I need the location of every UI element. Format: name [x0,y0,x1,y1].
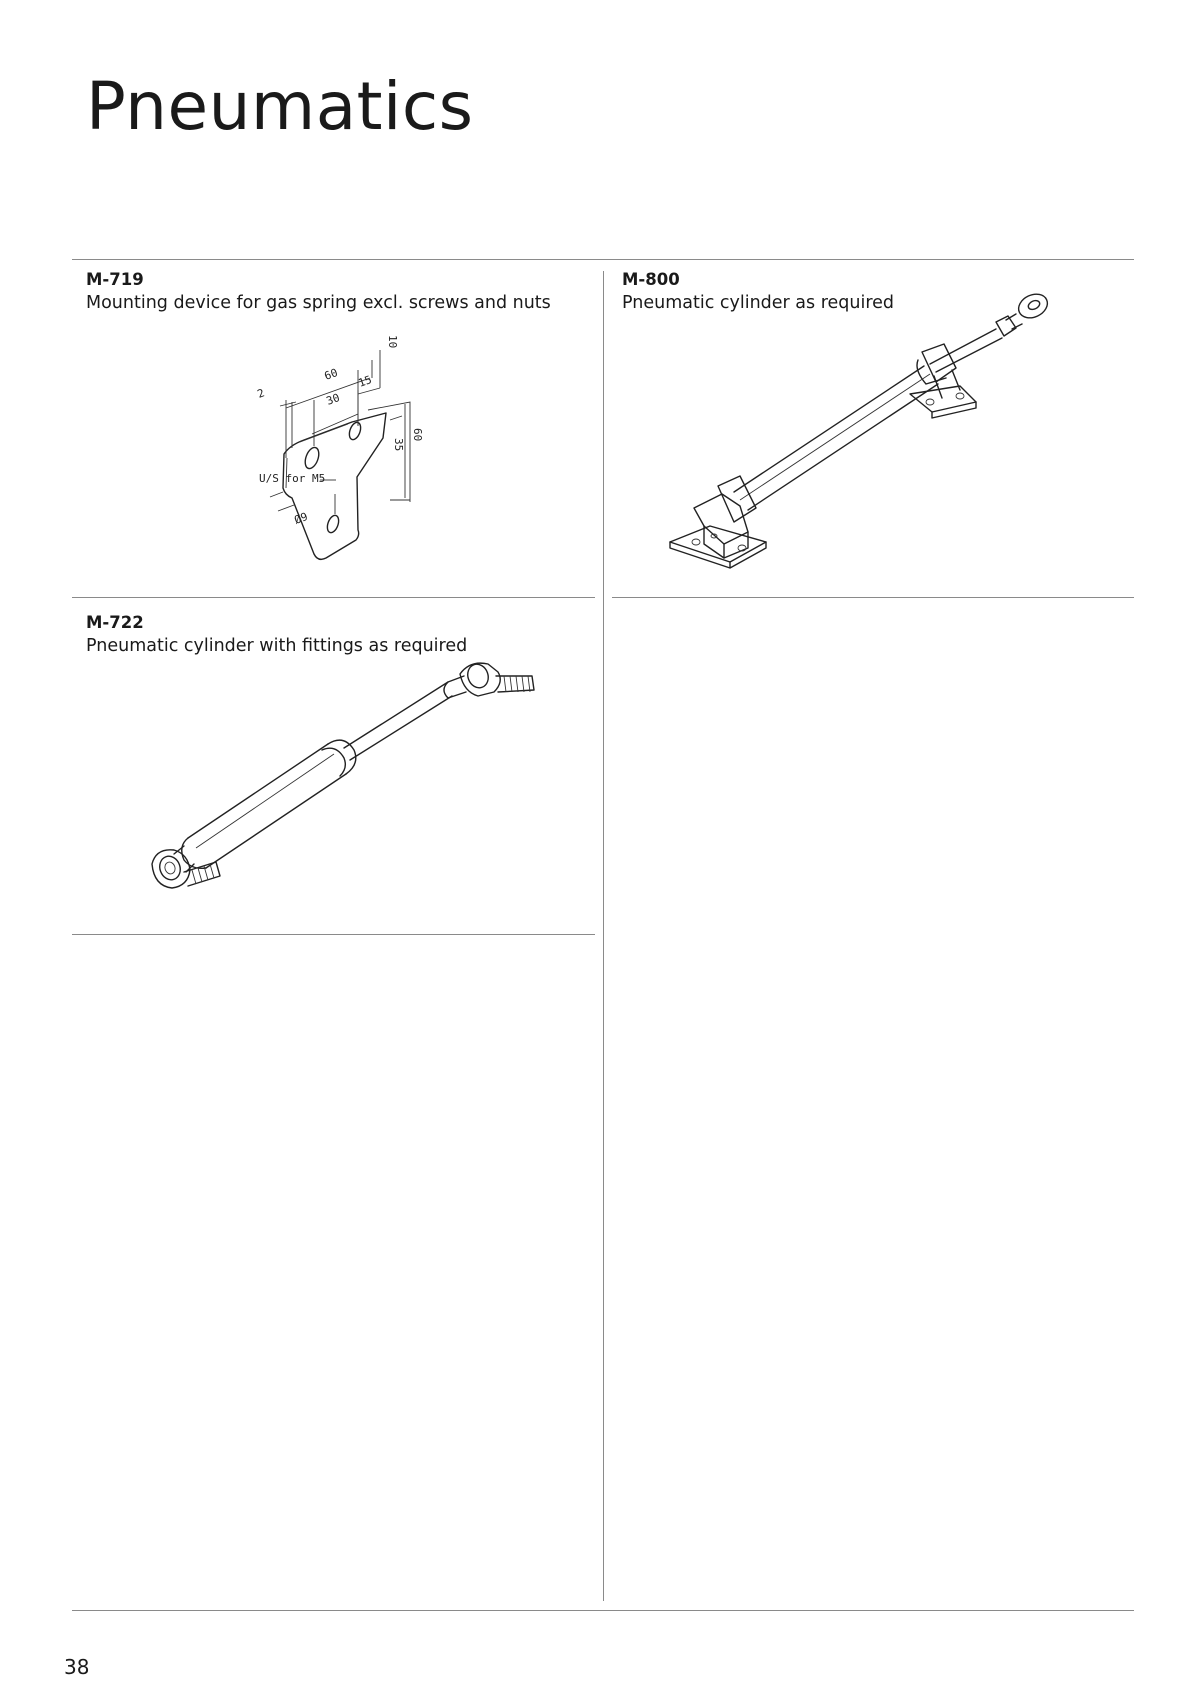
product-description: Mounting device for gas spring excl. screws and nuts [86,293,551,313]
dim-2: 2 [255,386,267,401]
dim-10: 10 [386,335,399,349]
gas-spring-drawing [148,650,548,910]
product-description: Pneumatic cylinder as required [622,293,895,313]
dim-15: 15 [356,373,374,390]
page-title: Pneumatics [86,68,474,145]
dim-60-side: 60 [411,428,424,442]
page-number: 38 [64,1655,90,1679]
top-divider [72,259,1134,260]
product-code: M-722 [86,613,144,632]
mounting-bracket-drawing [240,330,440,580]
product-description: Pneumatic cylinder with fittings as required [86,636,468,656]
product-code: M-719 [86,270,144,289]
bottom-divider [72,1610,1134,1611]
column-divider [603,271,604,1601]
row-divider-left-2 [72,934,595,935]
product-code: M-800 [622,270,680,289]
row-divider-right [612,597,1134,598]
pneumatic-cylinder-drawing [660,286,1060,596]
dim-30: 30 [324,391,342,408]
row-divider-left [72,597,595,598]
dim-35: 35 [392,438,405,452]
dim-us-m5: U/S for M5 [259,472,326,485]
dim-60-top: 60 [322,366,340,383]
dim-dia-9: Ø9 [292,510,310,527]
